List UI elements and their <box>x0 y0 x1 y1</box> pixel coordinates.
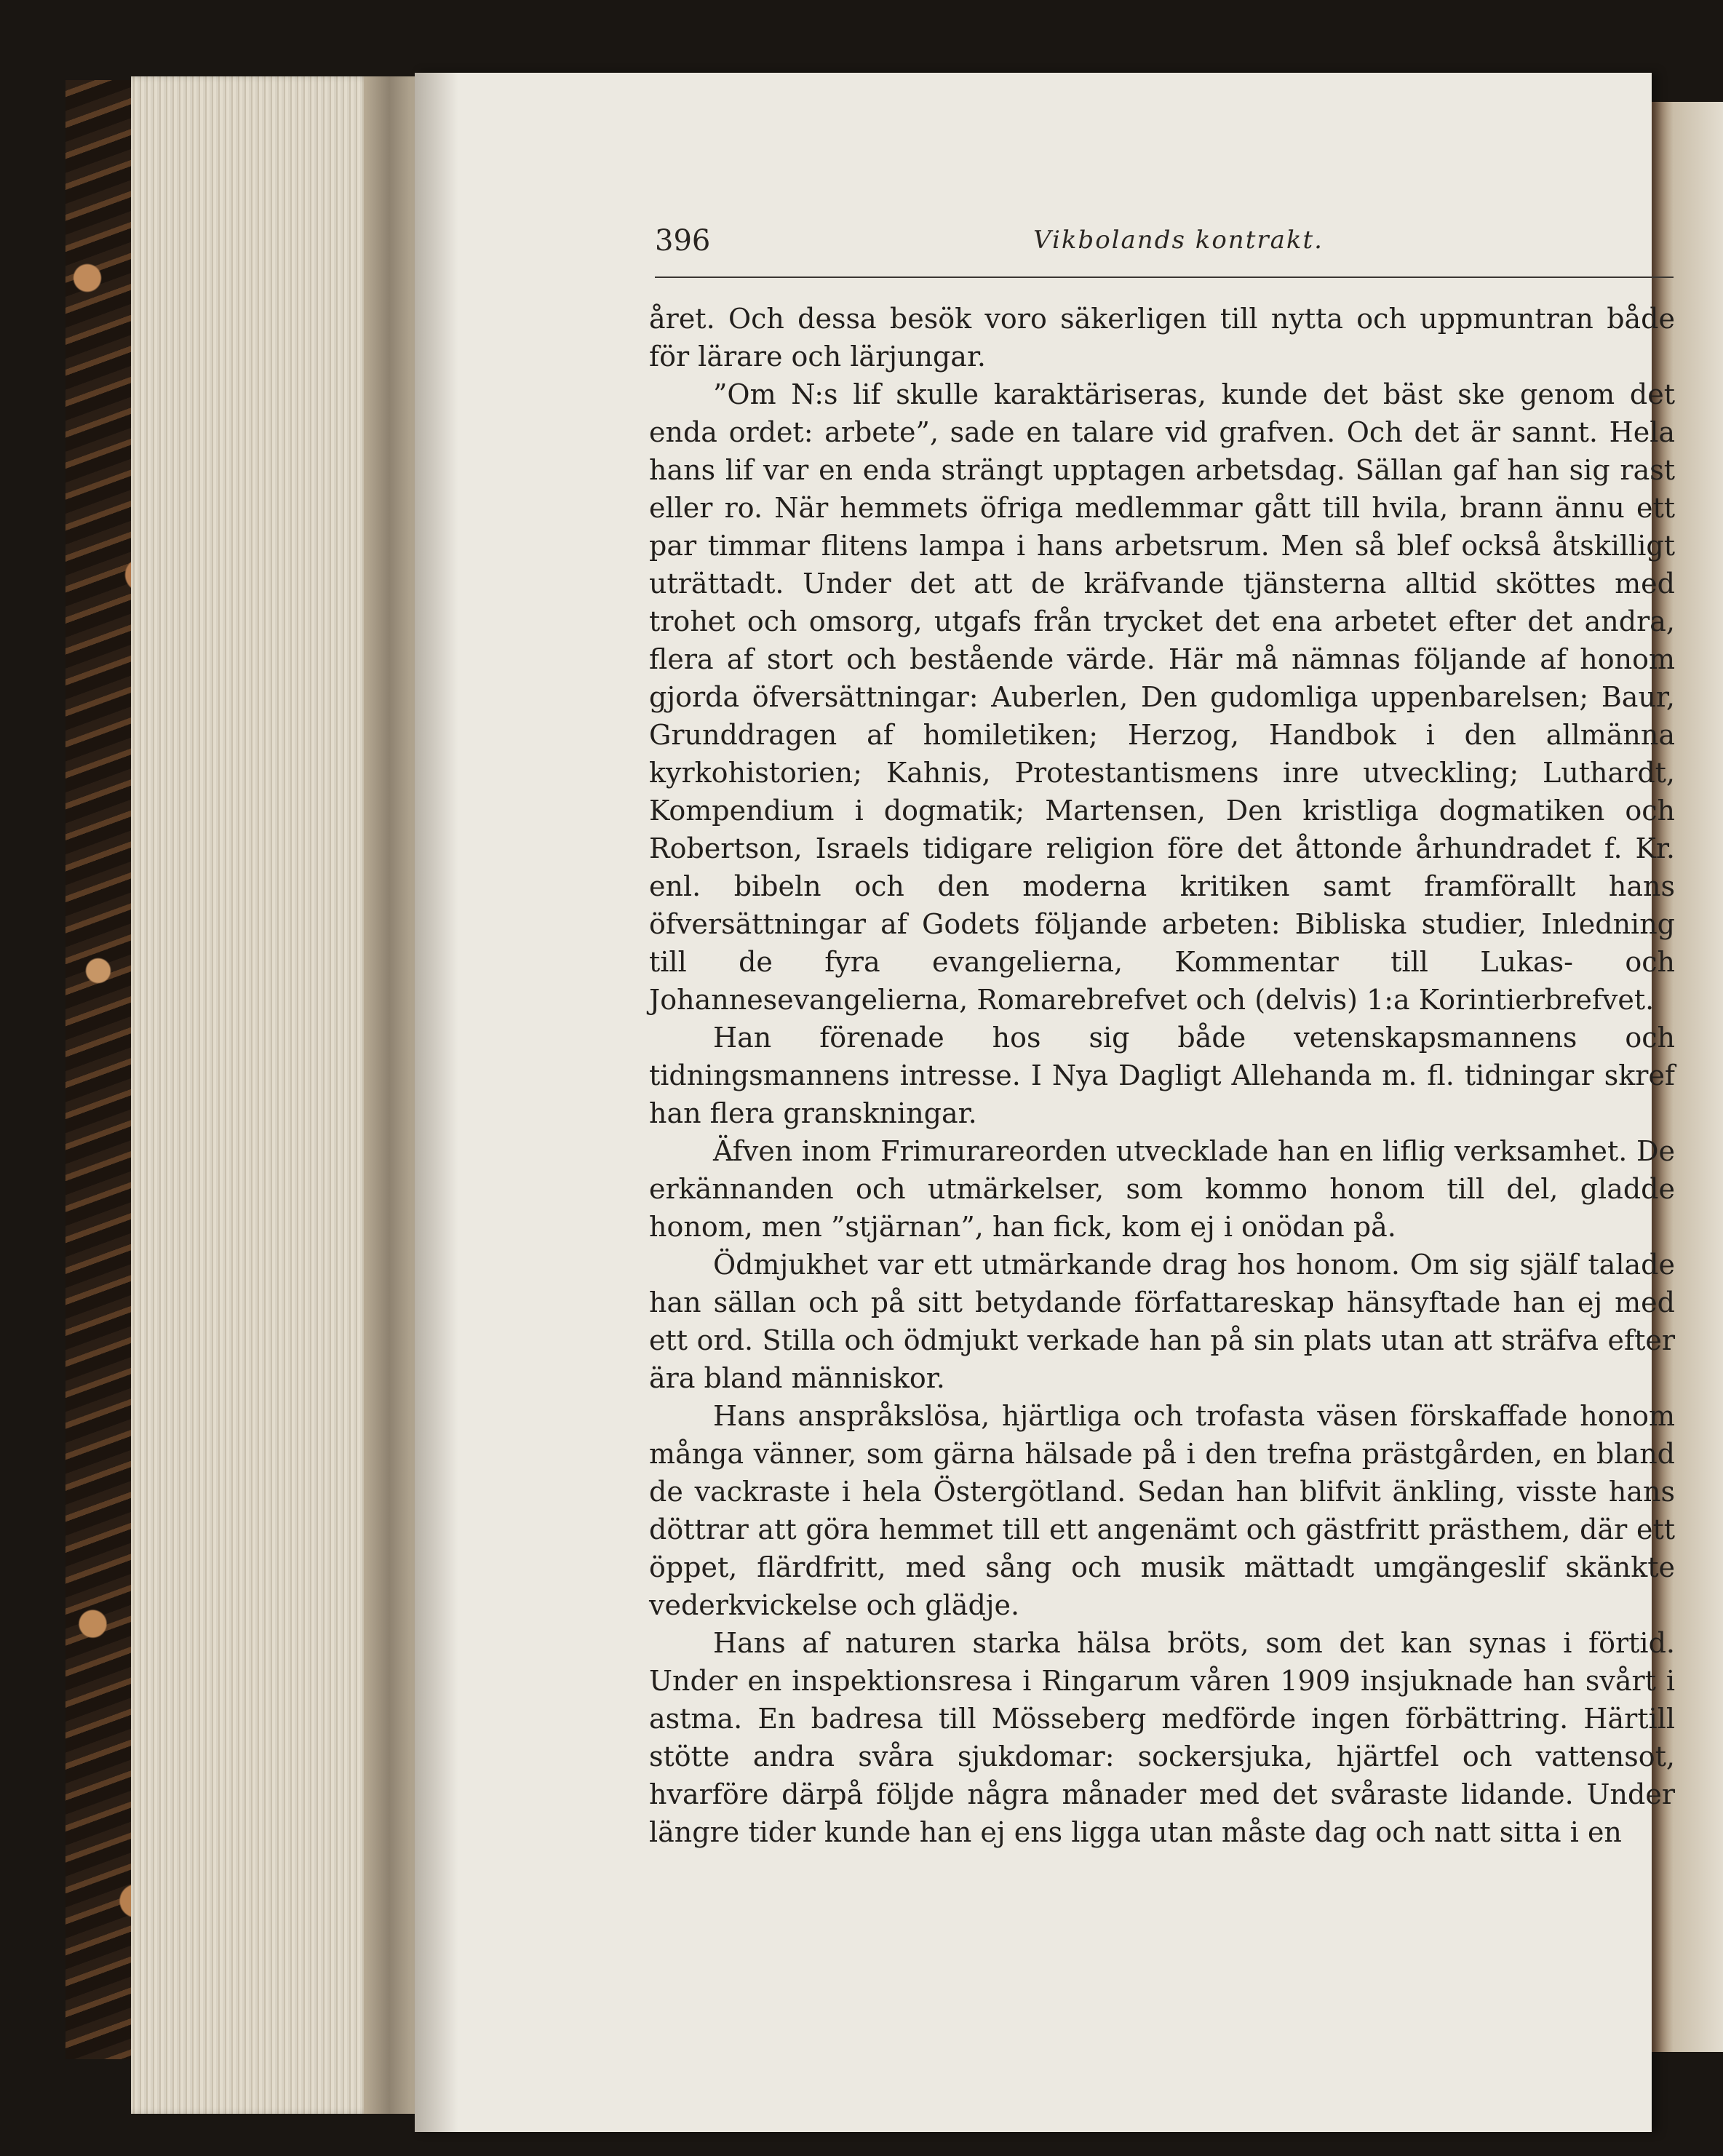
paragraph: året. Och dessa besök voro säkerligen till nytta och uppmuntran både för lärare och lärjungar. <box>649 303 1675 373</box>
paragraph: ”Om N:s lif skulle karaktäriseras, kunde det bäst ske genom det enda ordet: arbete”, sade en talare vid grafven. Och det är sannt. Hela hans lif var en enda strängt upptagen arbetsdag. Sällan gaf han sig rast eller ro. När hemmets öfriga medlemmar gått till hvila, brann ännu ett par timmar flitens lampa i hans arbetsrum. Men så blef också åtskilligt uträttadt. Under det att de kräfvande tjänsterna alltid sköttes med trohet och omsorg, utgafs från trycket det ena arbetet efter det andra, flera af stort och bestående värde. Här må nämnas följande af honom gjorda öfversättningar: Auberlen, Den gudomliga uppenbarelsen; Baur, Grunddragen af homiletiken; Herzog, Handbok i den allmänna kyrkohistorien; Kahnis, Protestantismens inre utveckling; Luthardt, Kompendium i dogmatik; Martensen, Den kristliga dogmatiken och Robertson, Israels tidigare religion före det åttonde århundradet f. Kr. enl. bibeln och den moderna kritiken samt framförallt hans öfversättningar af Godets följande arbeten: Bibliska studier, Inledning till de fyra evangelierna, Kommentar till Lukas- och Johannesevangelierna, Romarebrefvet och (delvis) 1:a Korintierbrefvet. <box>649 378 1675 1016</box>
paragraph: Han förenade hos sig både vetenskapsmannens och tidningsmannens intresse. I Nya Dagligt Allehanda m. fl. tidningar skref han flera granskningar. <box>649 1022 1675 1129</box>
paragraph: Hans af naturen starka hälsa bröts, som det kan synas i förtid. Under en inspektionsresa i Ringarum våren 1909 insjuknade han svårt i astma. En badresa till Mösseberg medförde ingen förbättring. Härtill stötte andra svåra sjukdomar: sockersjuka, hjärtfel och vattensot, hvarföre därpå följde några månader med det svåraste lidande. Under längre tider kunde han ej ens ligga utan måste dag och natt sitta i en <box>649 1627 1675 1848</box>
paragraph: Äfven inom Frimurareorden utvecklade han en liflig verksamhet. De erkännanden och utmärkelser, som kommo honom till del, gladde honom, men ”stjärnan”, han fick, kom ej i onödan på. <box>649 1135 1675 1243</box>
book-page <box>415 73 1675 2132</box>
page-number: 396 <box>655 224 711 258</box>
body-text <box>649 300 1675 1851</box>
running-title: Vikbolands kontrakt. <box>1033 226 1324 255</box>
paragraph: Hans anspråkslösa, hjärtliga och trofasta väsen förskaffade honom många vänner, som gärna hälsade på i den trefna prästgården, en bland de vackraste i hela Östergötland. Sedan han blifvit änkling, visste hans döttrar att göra hemmet till ett angenämt och gästfritt prästhem, där ett öppet, flärdfritt, med sång och musik mättadt umgängeslif skänkte vederkvickelse och glädje. <box>649 1400 1675 1621</box>
binding-gutter <box>364 76 415 2114</box>
paragraph: Ödmjukhet var ett utmärkande drag hos honom. Om sig själf talade han sällan och på sitt betydande författareskap hänsyftade han ej med ett ord. Stilla och ödmjukt verkade han på sin plats utan att sträfva efter ära bland människor. <box>649 1249 1675 1394</box>
page-header <box>655 218 1674 278</box>
